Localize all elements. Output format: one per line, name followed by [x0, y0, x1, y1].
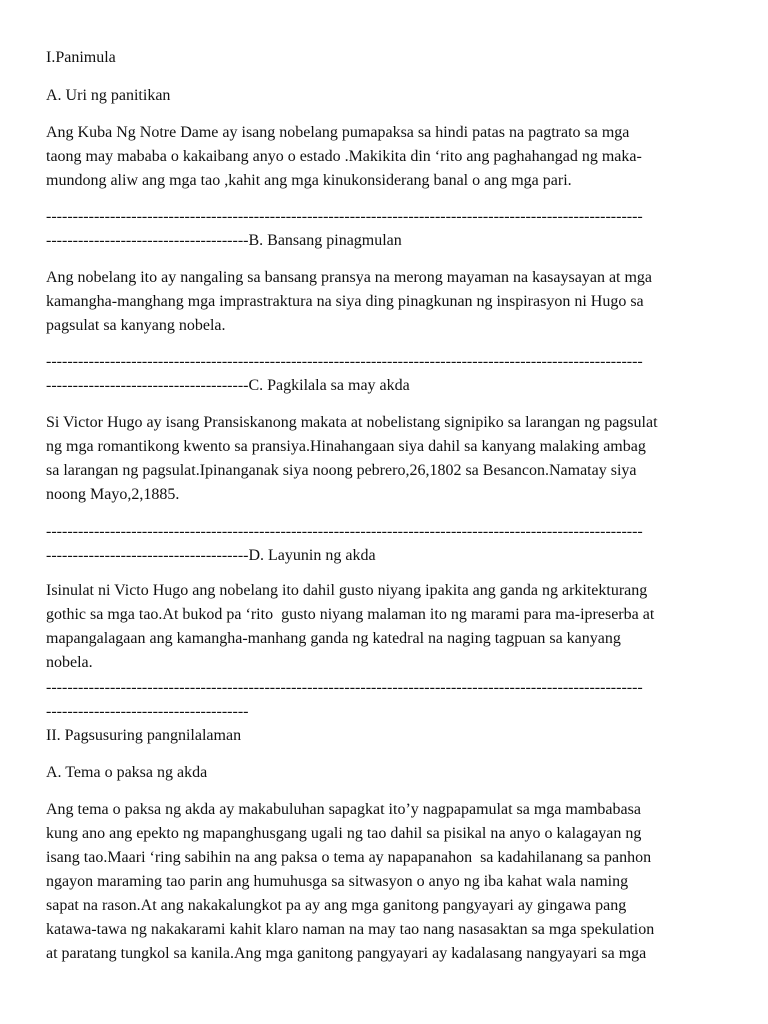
subheading-uri-ng-panitikan: A. Uri ng panitikan	[46, 87, 171, 104]
subheading-tema-o-paksa: A. Tema o paksa ng akda	[46, 764, 208, 781]
paragraph-line: Si Victor Hugo ay isang Pransiskanong makata at nobelistang signipiko sa larangan ng pagsulat	[46, 414, 658, 431]
paragraph-line: kamangha-manghang mga imprastraktura na siya ding pinagkunan ng inspirasyon ni Hugo sa	[46, 293, 644, 310]
dashed-separator: --------------------------------------	[46, 703, 249, 720]
paragraph-line: ngayon maraming tao parin ang humuhusga sa sitwasyon o anyo ng iba kahat wala naming	[46, 873, 629, 890]
subheading-layunin-ng-akda: --------------------------------------D. Layunin ng akda	[46, 547, 376, 564]
paragraph-line: sapat na rason.At ang nakakalungkot pa ay ang mga ganitong pangyayari ay gingawa pang	[46, 897, 627, 914]
subheading-pagkilala-sa-may-akda: --------------------------------------C. Pagkilala sa may akda	[46, 377, 410, 394]
paragraph-line: kung ano ang epekto ng mapanghusgang ugali ng tao dahil sa pisikal na anyo o kalagayan ng	[46, 825, 642, 842]
paragraph-line: Ang Kuba Ng Notre Dame ay isang nobelang pumapaksa sa hindi patas na pagtrato sa mga	[46, 124, 630, 141]
dashed-separator: ----------------------------------------------------------------------------------------------------------------	[46, 523, 643, 540]
subheading-bansang-pinagmulan: --------------------------------------B. Bansang pinagmulan	[46, 232, 402, 249]
dashed-separator: ----------------------------------------------------------------------------------------------------------------	[46, 208, 643, 225]
dashed-separator: ----------------------------------------------------------------------------------------------------------------	[46, 679, 643, 696]
paragraph-line: Ang nobelang ito ay nangaling sa bansang pransya na merong mayaman na kasaysayan at mga	[46, 269, 653, 286]
section-heading-pagsusuring-pangnilalaman: II. Pagsusuring pangnilalaman	[46, 727, 242, 744]
paragraph-line: nobela.	[46, 654, 93, 671]
paragraph-line: isang tao.Maari ‘ring sabihin na ang paksa o tema ay napapanahon sa kadahilanang sa panhon	[46, 849, 652, 866]
paragraph-line: noong Mayo,2,1885.	[46, 486, 180, 503]
paragraph-line: ng mga romantikong kwento sa pransiya.Hinahangaan siya dahil sa kanyang malaking ambag	[46, 438, 646, 455]
paragraph-line: sa larangan ng pagsulat.Ipinanganak siya noong pebrero,26,1802 sa Besancon.Namatay siya	[46, 462, 637, 479]
paragraph-line: mundong aliw ang mga tao ,kahit ang mga kinukonsiderang banal o ang mga pari.	[46, 172, 572, 189]
paragraph-line: Ang tema o paksa ng akda ay makabuluhan sapagkat ito’y nagpapamulat sa mga mambabasa	[46, 801, 641, 818]
paragraph-line: at paratang tungkol sa kanila.Ang mga ganitong pangyayari ay kadalasang nangyayari sa mga	[46, 945, 647, 962]
paragraph-line: katawa-tawa ng nakakarami kahit klaro naman na may tao nang nasasaktan sa mga spekulation	[46, 921, 655, 938]
paragraph-line: Isinulat ni Victo Hugo ang nobelang ito dahil gusto niyang ipakita ang ganda ng arkitekturang	[46, 582, 648, 599]
paragraph-line: gothic sa mga tao.At bukod pa ‘rito gusto niyang malaman ito ng marami para ma-ipreserba at	[46, 606, 655, 623]
dashed-separator: ----------------------------------------------------------------------------------------------------------------	[46, 353, 643, 370]
section-heading-panimula: I.Panimula	[46, 49, 116, 66]
paragraph-line: mapangalagaan ang kamangha-manhang ganda ng katedral na naging tagpuan sa kanyang	[46, 630, 621, 647]
paragraph-line: pagsulat sa kanyang nobela.	[46, 317, 226, 334]
paragraph-line: taong may mababa o kakaibang anyo o estado .Makikita din ‘rito ang paghahangad ng maka-	[46, 148, 642, 165]
